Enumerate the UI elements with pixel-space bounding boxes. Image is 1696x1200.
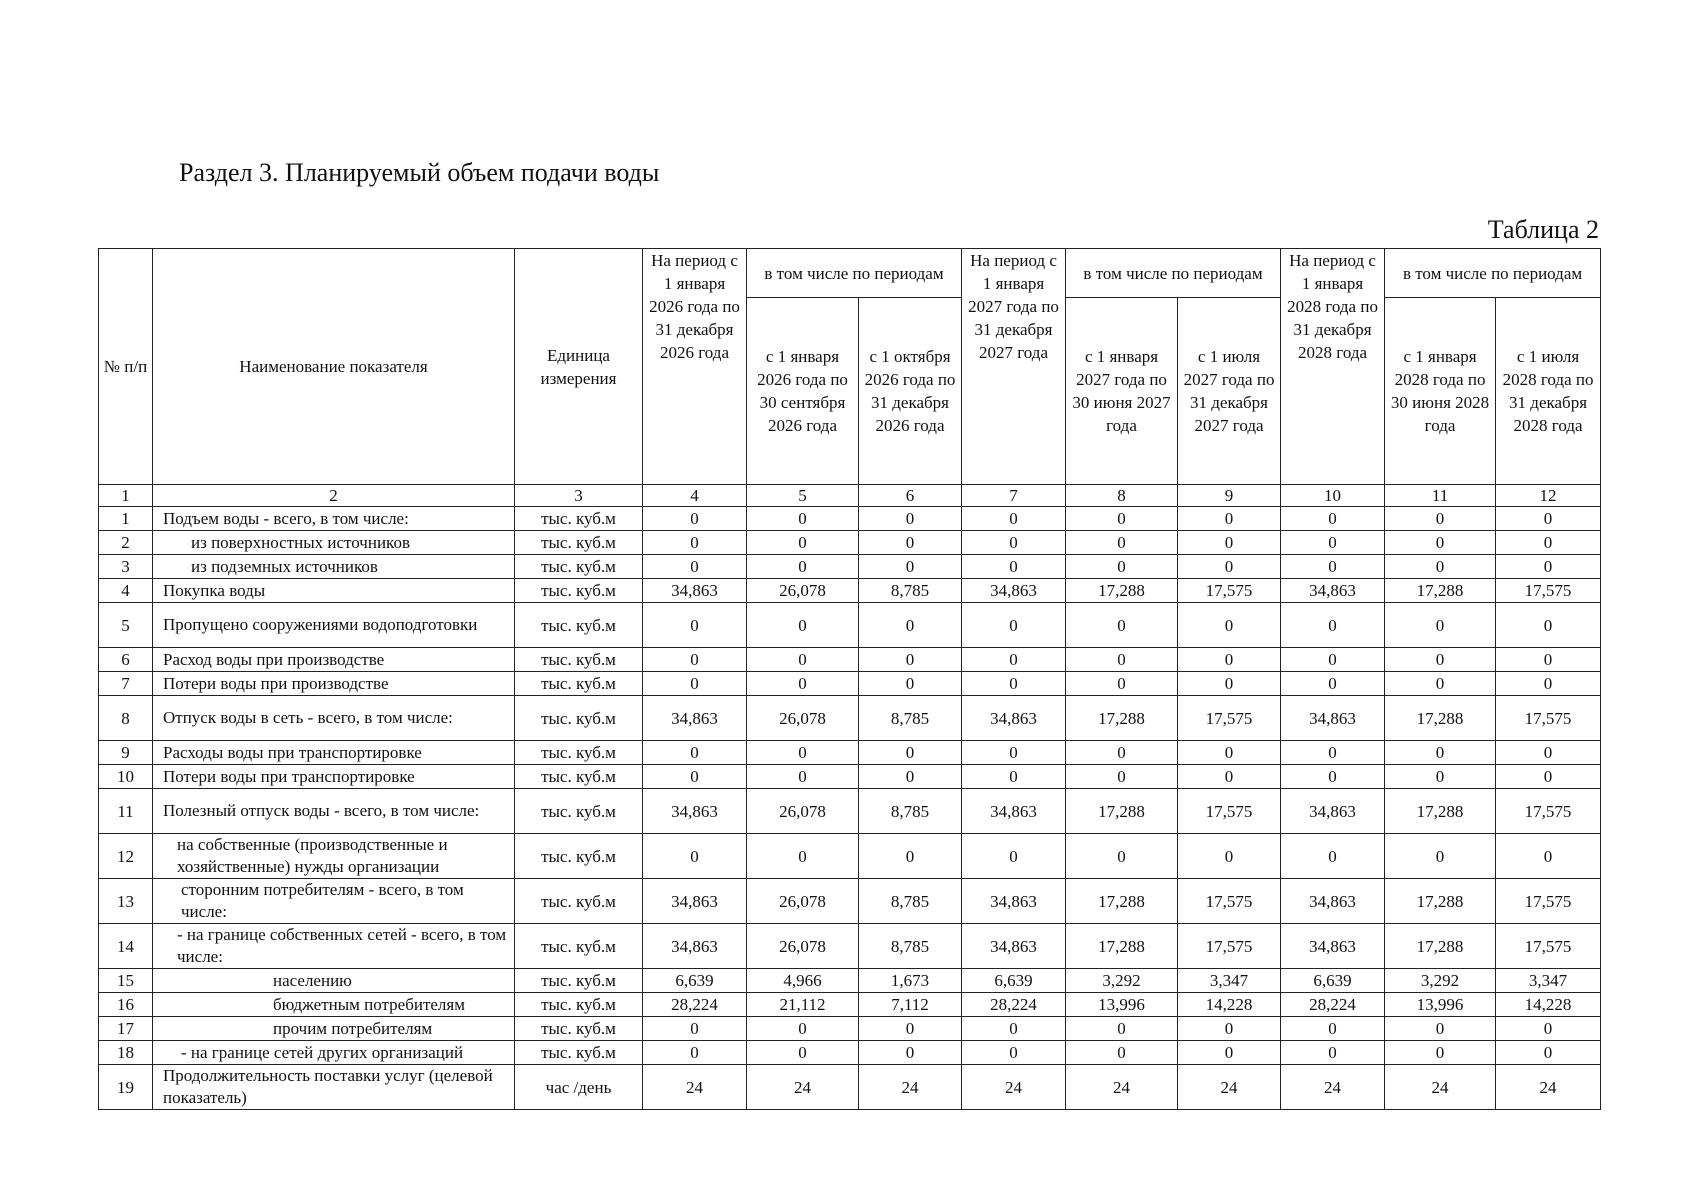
row-value: 24: [1385, 1065, 1496, 1110]
row-number: 18: [99, 1041, 153, 1065]
row-value: 0: [859, 834, 962, 879]
row-value: 34,863: [962, 789, 1066, 834]
row-indicator-name: из подземных источников: [153, 555, 515, 579]
row-unit: тыс. куб.м: [515, 696, 643, 741]
row-value: 8,785: [859, 924, 962, 969]
row-value: 0: [1066, 648, 1178, 672]
row-value: 0: [1281, 672, 1385, 696]
row-value: 0: [1496, 648, 1601, 672]
row-value: 0: [1385, 741, 1496, 765]
row-value: 0: [1496, 507, 1601, 531]
row-value: 34,863: [643, 696, 747, 741]
row-value: 0: [1281, 1017, 1385, 1041]
row-number: 6: [99, 648, 153, 672]
row-unit: час /день: [515, 1065, 643, 1110]
row-value: 24: [747, 1065, 859, 1110]
row-unit: тыс. куб.м: [515, 1041, 643, 1065]
row-indicator-name: Отпуск воды в сеть - всего, в том числе:: [153, 696, 515, 741]
row-value: 0: [747, 765, 859, 789]
row-value: 24: [1066, 1065, 1178, 1110]
header-period-2027-a: с 1 января 2027 года по 30 июня 2027 года: [1066, 298, 1178, 485]
row-value: 17,575: [1496, 696, 1601, 741]
row-value: 0: [1496, 672, 1601, 696]
table-row: [99, 507, 1601, 531]
row-value: 3,292: [1385, 969, 1496, 993]
row-value: 0: [747, 648, 859, 672]
row-unit: тыс. куб.м: [515, 924, 643, 969]
row-value: 17,288: [1385, 924, 1496, 969]
row-value: 0: [1496, 765, 1601, 789]
row-value: 8,785: [859, 579, 962, 603]
row-value: 1,673: [859, 969, 962, 993]
row-value: 3,347: [1178, 969, 1281, 993]
row-value: 0: [1496, 741, 1601, 765]
row-indicator-name: Потери воды при транспортировке: [153, 765, 515, 789]
row-value: 28,224: [962, 993, 1066, 1017]
row-value: 0: [747, 507, 859, 531]
row-number: 7: [99, 672, 153, 696]
row-value: 17,575: [1178, 879, 1281, 924]
row-value: 34,863: [643, 579, 747, 603]
row-value: 0: [962, 1041, 1066, 1065]
row-value: 0: [1281, 507, 1385, 531]
row-value: 0: [1066, 834, 1178, 879]
row-indicator-name: населению: [153, 969, 515, 993]
row-unit: тыс. куб.м: [515, 741, 643, 765]
row-value: 0: [1066, 603, 1178, 648]
row-value: 17,288: [1385, 789, 1496, 834]
row-value: 0: [962, 741, 1066, 765]
row-value: 34,863: [1281, 696, 1385, 741]
row-value: 0: [859, 765, 962, 789]
column-number: 11: [1385, 485, 1496, 507]
table-header: [99, 249, 1601, 507]
row-value: 0: [962, 531, 1066, 555]
row-unit: тыс. куб.м: [515, 1017, 643, 1041]
row-value: 0: [859, 507, 962, 531]
row-value: 0: [1066, 1041, 1178, 1065]
row-value: 17,288: [1066, 696, 1178, 741]
row-value: 28,224: [1281, 993, 1385, 1017]
row-value: 0: [643, 1041, 747, 1065]
row-unit: тыс. куб.м: [515, 579, 643, 603]
row-indicator-name: прочим потребителям: [153, 1017, 515, 1041]
row-value: 0: [643, 672, 747, 696]
row-number: 19: [99, 1065, 153, 1110]
row-value: 0: [1178, 741, 1281, 765]
table-row: [99, 741, 1601, 765]
table-row: [99, 603, 1601, 648]
row-value: 14,228: [1178, 993, 1281, 1017]
table-row: [99, 1017, 1601, 1041]
header-num: № п/п: [99, 249, 153, 485]
row-value: 0: [1178, 765, 1281, 789]
row-value: 26,078: [747, 579, 859, 603]
row-value: 8,785: [859, 789, 962, 834]
row-value: 17,288: [1385, 879, 1496, 924]
row-value: 17,575: [1178, 696, 1281, 741]
row-value: 34,863: [1281, 789, 1385, 834]
row-value: 0: [643, 603, 747, 648]
row-value: 0: [859, 1041, 962, 1065]
row-number: 2: [99, 531, 153, 555]
row-value: 0: [747, 741, 859, 765]
row-value: 0: [962, 555, 1066, 579]
row-value: 17,575: [1496, 879, 1601, 924]
row-value: 17,575: [1496, 789, 1601, 834]
row-value: 24: [962, 1065, 1066, 1110]
row-value: 0: [747, 672, 859, 696]
row-value: 0: [1281, 555, 1385, 579]
header-name: Наименование показателя: [153, 249, 515, 485]
row-value: 26,078: [747, 879, 859, 924]
column-number: 3: [515, 485, 643, 507]
row-value: 0: [1066, 531, 1178, 555]
row-number: 16: [99, 993, 153, 1017]
row-value: 17,288: [1066, 924, 1178, 969]
table-row: [99, 1065, 1601, 1110]
row-value: 0: [1281, 1041, 1385, 1065]
row-value: 24: [859, 1065, 962, 1110]
row-unit: тыс. куб.м: [515, 648, 643, 672]
row-value: 0: [1385, 672, 1496, 696]
row-value: 0: [962, 834, 1066, 879]
row-unit: тыс. куб.м: [515, 555, 643, 579]
column-number: 10: [1281, 485, 1385, 507]
row-number: 12: [99, 834, 153, 879]
row-value: 0: [859, 555, 962, 579]
header-period-2027: На период с 1 января 2027 года по 31 декабря 2027 года: [962, 249, 1066, 485]
row-value: 0: [1385, 507, 1496, 531]
row-indicator-name: Покупка воды: [153, 579, 515, 603]
row-unit: тыс. куб.м: [515, 765, 643, 789]
row-value: 0: [962, 603, 1066, 648]
row-value: 0: [1066, 555, 1178, 579]
column-number: 5: [747, 485, 859, 507]
column-number: 9: [1178, 485, 1281, 507]
row-value: 0: [643, 765, 747, 789]
table-row: [99, 834, 1601, 879]
row-value: 0: [962, 672, 1066, 696]
row-value: 17,288: [1385, 696, 1496, 741]
row-value: 0: [1178, 834, 1281, 879]
row-value: 0: [1178, 672, 1281, 696]
row-value: 34,863: [962, 696, 1066, 741]
row-value: 0: [1281, 531, 1385, 555]
row-value: 0: [1385, 531, 1496, 555]
row-value: 0: [1066, 507, 1178, 531]
row-number: 9: [99, 741, 153, 765]
row-unit: тыс. куб.м: [515, 507, 643, 531]
row-value: 0: [1178, 555, 1281, 579]
row-value: 21,112: [747, 993, 859, 1017]
row-value: 24: [1496, 1065, 1601, 1110]
row-value: 17,288: [1066, 789, 1178, 834]
row-value: 0: [962, 1017, 1066, 1041]
row-value: 0: [962, 507, 1066, 531]
table-row: [99, 648, 1601, 672]
row-unit: тыс. куб.м: [515, 789, 643, 834]
table-row: [99, 879, 1601, 924]
row-value: 0: [1281, 603, 1385, 648]
table-row: [99, 924, 1601, 969]
table-row: [99, 696, 1601, 741]
table-row: [99, 993, 1601, 1017]
row-value: 26,078: [747, 696, 859, 741]
header-period-2026-b: с 1 октября 2026 года по 31 декабря 2026 года: [859, 298, 962, 485]
row-value: 17,288: [1385, 579, 1496, 603]
header-period-2028-a: с 1 января 2028 года по 30 июня 2028 года: [1385, 298, 1496, 485]
row-value: 28,224: [643, 993, 747, 1017]
row-value: 0: [1496, 555, 1601, 579]
column-number: 2: [153, 485, 515, 507]
row-value: 0: [859, 603, 962, 648]
header-subperiods-2027: в том числе по периодам: [1066, 249, 1281, 298]
row-value: 17,288: [1066, 579, 1178, 603]
row-value: 0: [747, 834, 859, 879]
header-period-2027-b: с 1 июля 2027 года по 31 декабря 2027 года: [1178, 298, 1281, 485]
row-value: 0: [747, 531, 859, 555]
row-value: 6,639: [1281, 969, 1385, 993]
row-value: 0: [747, 1041, 859, 1065]
row-value: 34,863: [962, 879, 1066, 924]
row-value: 0: [747, 603, 859, 648]
row-unit: тыс. куб.м: [515, 879, 643, 924]
table-body: [99, 507, 1601, 1110]
row-number: 13: [99, 879, 153, 924]
row-value: 34,863: [962, 579, 1066, 603]
row-value: 0: [643, 531, 747, 555]
row-value: 0: [859, 672, 962, 696]
table-caption: Таблица 2: [1487, 215, 1599, 244]
header-period-2026: На период с 1 января 2026 года по 31 декабря 2026 года: [643, 249, 747, 485]
row-value: 34,863: [643, 789, 747, 834]
table-row: [99, 765, 1601, 789]
row-value: 0: [1066, 765, 1178, 789]
row-value: 14,228: [1496, 993, 1601, 1017]
row-value: 0: [1496, 1041, 1601, 1065]
row-indicator-name: - на границе сетей других организаций: [153, 1041, 515, 1065]
row-value: 24: [643, 1065, 747, 1110]
row-value: 8,785: [859, 879, 962, 924]
column-number: 4: [643, 485, 747, 507]
column-number: 12: [1496, 485, 1601, 507]
row-value: 0: [859, 1017, 962, 1041]
row-value: 0: [643, 648, 747, 672]
row-value: 17,575: [1178, 789, 1281, 834]
row-value: 0: [1178, 507, 1281, 531]
row-value: 0: [962, 648, 1066, 672]
row-value: 13,996: [1066, 993, 1178, 1017]
column-number: 6: [859, 485, 962, 507]
row-value: 17,288: [1066, 879, 1178, 924]
row-indicator-name: бюджетным потребителям: [153, 993, 515, 1017]
row-value: 0: [643, 741, 747, 765]
row-indicator-name: Расходы воды при транспортировке: [153, 741, 515, 765]
row-value: 7,112: [859, 993, 962, 1017]
row-value: 0: [1385, 1041, 1496, 1065]
row-value: 13,996: [1385, 993, 1496, 1017]
header-period-2028-b: с 1 июля 2028 года по 31 декабря 2028 года: [1496, 298, 1601, 485]
row-value: 24: [1281, 1065, 1385, 1110]
row-indicator-name: сторонним потребителям - всего, в том числе:: [153, 879, 515, 924]
row-value: 0: [747, 1017, 859, 1041]
row-value: 3,347: [1496, 969, 1601, 993]
row-value: 0: [1178, 603, 1281, 648]
row-value: 0: [1496, 531, 1601, 555]
table-row: [99, 1041, 1601, 1065]
row-number: 15: [99, 969, 153, 993]
row-value: 17,575: [1178, 579, 1281, 603]
row-indicator-name: Подъем воды - всего, в том числе:: [153, 507, 515, 531]
row-value: 0: [1385, 648, 1496, 672]
table-row: [99, 969, 1601, 993]
row-value: 0: [1385, 834, 1496, 879]
row-value: 26,078: [747, 789, 859, 834]
table-row: [99, 789, 1601, 834]
row-value: 4,966: [747, 969, 859, 993]
row-number: 8: [99, 696, 153, 741]
header-unit: Единица измерения: [515, 249, 643, 485]
header-subperiods-2026: в том числе по периодам: [747, 249, 962, 298]
row-value: 0: [859, 648, 962, 672]
row-number: 11: [99, 789, 153, 834]
row-indicator-name: на собственные (производственные и хозяйственные) нужды организации: [153, 834, 515, 879]
table-row: [99, 579, 1601, 603]
column-number: 8: [1066, 485, 1178, 507]
water-supply-table: [98, 248, 1601, 1110]
header-period-2026-a: с 1 января 2026 года по 30 сентября 2026 года: [747, 298, 859, 485]
row-indicator-name: Расход воды при производстве: [153, 648, 515, 672]
column-number: 1: [99, 485, 153, 507]
row-value: 17,575: [1178, 924, 1281, 969]
section-title: Раздел 3. Планируемый объем подачи воды: [179, 158, 660, 187]
row-value: 34,863: [962, 924, 1066, 969]
row-unit: тыс. куб.м: [515, 531, 643, 555]
row-value: 6,639: [643, 969, 747, 993]
row-value: 0: [1178, 1017, 1281, 1041]
row-value: 0: [1496, 834, 1601, 879]
row-value: 0: [1281, 765, 1385, 789]
row-value: 34,863: [643, 924, 747, 969]
row-number: 14: [99, 924, 153, 969]
table-row: [99, 672, 1601, 696]
row-value: 0: [1178, 648, 1281, 672]
row-value: 34,863: [1281, 579, 1385, 603]
row-number: 10: [99, 765, 153, 789]
row-number: 17: [99, 1017, 153, 1041]
row-value: 8,785: [859, 696, 962, 741]
header-subperiods-2028: в том числе по периодам: [1385, 249, 1601, 298]
row-indicator-name: из поверхностных источников: [153, 531, 515, 555]
row-value: 17,575: [1496, 924, 1601, 969]
row-value: 0: [962, 765, 1066, 789]
row-value: 24: [1178, 1065, 1281, 1110]
row-indicator-name: Полезный отпуск воды - всего, в том числе:: [153, 789, 515, 834]
row-value: 17,575: [1496, 579, 1601, 603]
row-value: 0: [1066, 741, 1178, 765]
row-unit: тыс. куб.м: [515, 993, 643, 1017]
row-value: 0: [1385, 603, 1496, 648]
row-value: 6,639: [962, 969, 1066, 993]
row-value: 0: [1385, 765, 1496, 789]
header-period-2028: На период с 1 января 2028 года по 31 декабря 2028 года: [1281, 249, 1385, 485]
row-value: 0: [643, 834, 747, 879]
row-unit: тыс. куб.м: [515, 603, 643, 648]
row-unit: тыс. куб.м: [515, 672, 643, 696]
row-value: 0: [1496, 1017, 1601, 1041]
row-value: 0: [1385, 1017, 1496, 1041]
row-value: 0: [1385, 555, 1496, 579]
row-value: 0: [1066, 672, 1178, 696]
table-row: [99, 555, 1601, 579]
row-value: 34,863: [1281, 879, 1385, 924]
row-indicator-name: Продолжительность поставки услуг (целевой показатель): [153, 1065, 515, 1110]
row-value: 0: [1281, 741, 1385, 765]
row-unit: тыс. куб.м: [515, 969, 643, 993]
row-indicator-name: Пропущено сооружениями водоподготовки: [153, 603, 515, 648]
row-value: 26,078: [747, 924, 859, 969]
row-number: 3: [99, 555, 153, 579]
row-value: 0: [1281, 834, 1385, 879]
row-number: 5: [99, 603, 153, 648]
row-value: 3,292: [1066, 969, 1178, 993]
row-value: 0: [643, 555, 747, 579]
row-indicator-name: Потери воды при производстве: [153, 672, 515, 696]
row-value: 0: [1066, 1017, 1178, 1041]
row-value: 0: [643, 507, 747, 531]
row-value: 0: [643, 1017, 747, 1041]
row-value: 0: [1281, 648, 1385, 672]
row-value: 0: [859, 741, 962, 765]
table-row: [99, 531, 1601, 555]
column-number: 7: [962, 485, 1066, 507]
row-indicator-name: - на границе собственных сетей - всего, в том числе:: [153, 924, 515, 969]
row-value: 0: [747, 555, 859, 579]
row-value: 0: [1178, 1041, 1281, 1065]
row-unit: тыс. куб.м: [515, 834, 643, 879]
row-number: 1: [99, 507, 153, 531]
row-value: 0: [1178, 531, 1281, 555]
row-number: 4: [99, 579, 153, 603]
row-value: 0: [1496, 603, 1601, 648]
row-value: 34,863: [643, 879, 747, 924]
row-value: 34,863: [1281, 924, 1385, 969]
row-value: 0: [859, 531, 962, 555]
column-numbers-row: [99, 485, 1601, 507]
